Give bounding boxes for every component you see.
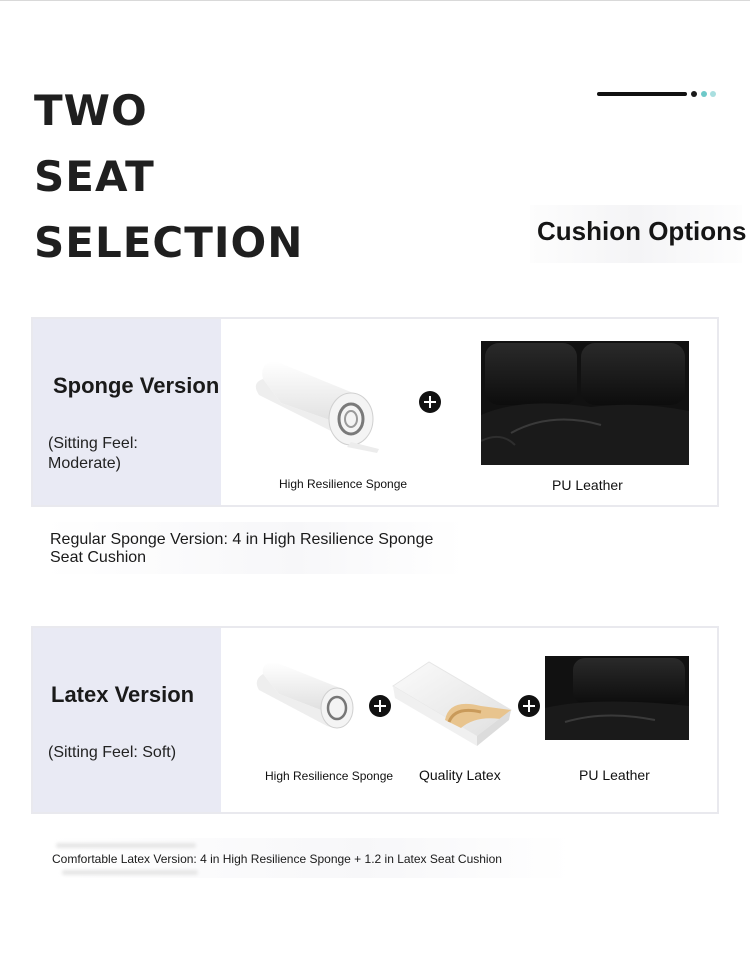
title-line-2: SEAT bbox=[34, 152, 155, 201]
top-divider bbox=[0, 0, 750, 1]
blurred-text-artifact bbox=[56, 843, 196, 848]
sponge-label: High Resilience Sponge bbox=[279, 477, 408, 491]
latex-version-panel bbox=[31, 626, 719, 814]
pu-leather-label: PU Leather bbox=[579, 767, 650, 783]
sponge-version-panel bbox=[31, 317, 719, 507]
plus-icon bbox=[369, 695, 391, 717]
latex-sheet-icon bbox=[389, 658, 513, 750]
pu-leather-icon bbox=[545, 656, 689, 740]
latex-sitting-feel: (Sitting Feel: Soft) bbox=[48, 744, 177, 761]
latex-description: Comfortable Latex Version: 4 in High Resilience Sponge + 1.2 in Latex Seat Cushion bbox=[52, 852, 502, 866]
latex-version-title: Latex Version bbox=[51, 682, 195, 707]
plus-icon bbox=[419, 391, 441, 413]
sponge-roll-icon bbox=[255, 660, 359, 738]
sponge-sitting-feel: (Sitting Feel: Moderate) bbox=[48, 435, 138, 472]
quality-latex-label: Quality Latex bbox=[419, 767, 501, 783]
sponge-label: High Resilience Sponge bbox=[265, 769, 394, 783]
panel-left-area bbox=[33, 319, 221, 505]
panel-left-area bbox=[33, 628, 221, 812]
sponge-version-title: Sponge Version bbox=[53, 373, 220, 398]
decorative-line bbox=[597, 90, 727, 100]
blurred-text-artifact bbox=[62, 870, 198, 875]
pu-leather-label: PU Leather bbox=[552, 477, 623, 493]
plus-icon bbox=[518, 695, 540, 717]
title-line-1: TWO bbox=[34, 86, 148, 135]
pu-leather-icon bbox=[481, 341, 689, 465]
title-line-3: SELECTION bbox=[34, 218, 304, 267]
sponge-roll-icon bbox=[251, 357, 383, 453]
subtitle: Cushion Options bbox=[537, 216, 747, 246]
sponge-description: Regular Sponge Version: 4 in High Resilience Sponge Seat Cushion bbox=[50, 531, 434, 566]
